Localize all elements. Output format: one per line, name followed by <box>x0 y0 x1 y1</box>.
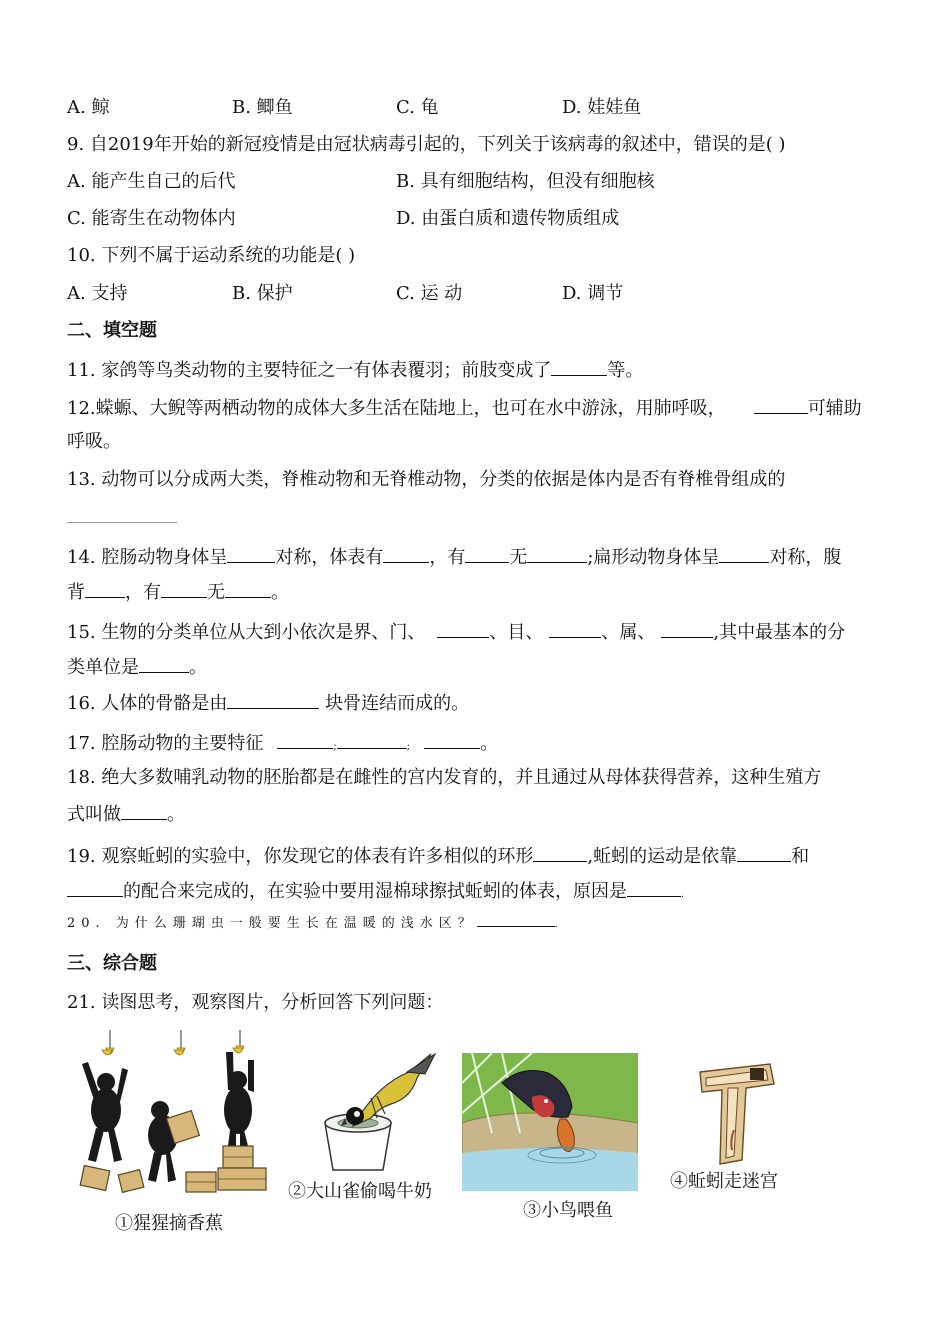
q8-option-b: B. 鲫鱼 <box>232 97 293 118</box>
figure-caption-1: ①猩猩摘香蕉 <box>115 1213 223 1234</box>
q15-blank-2[interactable] <box>549 619 601 638</box>
q9-stem: 9. 自2019年开始的新冠疫情是由冠状病毒引起的，下列关于该病毒的叙述中，错误的是( ) <box>67 134 786 155</box>
q15-text-6: 。 <box>189 657 207 678</box>
q14-blank-8[interactable] <box>225 579 271 598</box>
q15-line-1 <box>67 619 845 645</box>
q19-blank-2[interactable] <box>737 843 791 862</box>
q11-blank[interactable] <box>551 357 607 376</box>
q14-blank-3[interactable] <box>465 544 509 563</box>
q14-blank-4[interactable] <box>527 544 587 563</box>
q19-line-1 <box>67 843 809 869</box>
q14-blank-2[interactable] <box>383 544 429 563</box>
q16 <box>67 690 469 716</box>
q12-text-1: 12.蝾螈、大鲵等两栖动物的成体大多生活在陆地上，也可在水中游泳，用肺呼吸， <box>67 398 726 419</box>
q18-text-2: 式叫做 <box>67 804 121 825</box>
q10-option-a: A. 支持 <box>67 283 128 304</box>
q19-blank-3[interactable] <box>67 878 123 897</box>
q13-blank-line[interactable] <box>67 522 177 523</box>
figure-chimp-bananas <box>78 1030 273 1195</box>
q9-option-a: A. 能产生自己的后代 <box>67 171 236 192</box>
q20-text-1: 20. 为什么珊瑚虫一般要生长在温暖的浅水区？ <box>67 916 477 931</box>
q20-text-2: . <box>554 920 564 929</box>
figure-caption-4: ④蚯蚓走迷宫 <box>670 1171 778 1192</box>
q11 <box>67 357 643 383</box>
q9-option-d: D. 由蛋白质和遗传物质组成 <box>396 208 620 229</box>
figure-bird-feeding-fish <box>462 1053 638 1191</box>
q14-text-9: 无 <box>207 582 225 603</box>
figure-caption-3: ③小鸟喂鱼 <box>523 1200 613 1221</box>
q11-text-2: 等。 <box>607 360 644 381</box>
q21-stem: 21. 读图思考，观察图片，分析回答下列问题： <box>67 992 444 1013</box>
q10-option-d: D. 调节 <box>562 283 624 304</box>
q12-line-2: 呼吸。 <box>67 431 121 452</box>
q17-text-1: 17. 腔肠动物的主要特征 <box>67 733 264 754</box>
q12-text-2: 可辅助 <box>807 398 862 419</box>
q11-text-1: 11. 家鸽等鸟类动物的主要特征之一有体表覆羽；前肢变成了 <box>67 360 552 381</box>
q19-text-5: . <box>681 889 685 900</box>
q14-text-1: 14. 腔肠动物身体呈 <box>67 547 228 568</box>
q17-blank-1[interactable] <box>277 730 333 749</box>
q10-option-c: C. 运 动 <box>396 283 463 304</box>
q19-blank-4[interactable] <box>627 878 681 897</box>
q17-sep-1: ; <box>333 741 337 752</box>
q19-text-4: 的配合来完成的，在实验中要用湿棉球擦拭蚯蚓的体表，原因是 <box>123 881 627 902</box>
q12-blank[interactable] <box>754 395 808 414</box>
q19-text-2: ,蚯蚓的运动是依靠 <box>587 846 738 867</box>
q14-blank-1[interactable] <box>227 544 275 563</box>
q8-option-a: A. 鲸 <box>67 97 110 118</box>
q20 <box>67 914 563 935</box>
q14-text-2: 对称，体表有 <box>275 547 384 568</box>
q17-blank-2[interactable] <box>337 730 407 749</box>
figure-earthworm-maze <box>690 1060 778 1166</box>
q16-text-1: 16. 人体的骨骼是由 <box>67 693 228 714</box>
q14-text-3: ，有 <box>429 547 466 568</box>
q16-text-2: 块骨连结而成的。 <box>319 693 470 714</box>
q17 <box>67 730 498 759</box>
q15-blank-1[interactable] <box>437 619 489 638</box>
q19-text-1: 19. 观察蚯蚓的实验中，你发现它的体表有许多相似的环形 <box>67 846 534 867</box>
q19-text-3: 和 <box>791 846 810 867</box>
q14-text-7: 背 <box>67 582 85 603</box>
q14-text-5: ;扁形动物身体呈 <box>587 547 720 568</box>
q18-line-2 <box>67 801 185 827</box>
q9-option-c: C. 能寄生在动物体内 <box>67 208 236 229</box>
q17-sep-2: ; <box>406 741 411 752</box>
q17-text-4: 。 <box>480 733 499 754</box>
q14-text-10: 。 <box>271 582 289 603</box>
q8-option-c: C. 龟 <box>396 97 439 118</box>
q15-text-5: 类单位是 <box>67 657 139 678</box>
q15-text-3: 、属、 <box>601 622 656 643</box>
q15-blank-3[interactable] <box>661 619 713 638</box>
q14-text-6: 对称，腹 <box>769 547 842 568</box>
q16-blank[interactable] <box>227 690 319 709</box>
q19-blank-1[interactable] <box>533 843 587 862</box>
q14-text-8: ，有 <box>125 582 161 603</box>
q10-stem: 10. 下列不属于运动系统的功能是( ) <box>67 245 356 266</box>
q14-blank-5[interactable] <box>719 544 769 563</box>
q14-blank-6[interactable] <box>85 579 125 598</box>
section-3-heading: 三、综合题 <box>67 953 157 974</box>
q18-blank[interactable] <box>121 801 167 820</box>
q14-line-2 <box>67 579 289 605</box>
q15-text-2: 、目、 <box>489 622 544 643</box>
q15-text-4: ,其中最基本的分 <box>713 622 846 643</box>
q9-option-b: B. 具有细胞结构，但没有细胞核 <box>396 171 655 192</box>
q10-option-b: B. 保护 <box>232 283 293 304</box>
q12-line-1 <box>67 395 862 421</box>
q15-line-2 <box>67 654 207 680</box>
q18-line-1: 18. 绝大多数哺乳动物的胚胎都是在雌性的宫内发育的，并且通过从母体获得营养，这种生殖方 <box>67 767 822 788</box>
q13: 13. 动物可以分成两大类，脊椎动物和无脊椎动物，分类的依据是体内是否有脊椎骨组成的 <box>67 469 786 490</box>
q18-text-3: 。 <box>167 804 185 825</box>
figure-great-tit-milk <box>315 1048 440 1173</box>
q15-text-1: 15. 生物的分类单位从大到小依次是界、门、 <box>67 622 426 643</box>
q15-blank-4[interactable] <box>139 654 189 673</box>
q14-text-4: 无 <box>509 547 528 568</box>
q8-option-d: D. 娃娃鱼 <box>562 97 642 118</box>
q14-line-1 <box>67 544 841 570</box>
q14-blank-7[interactable] <box>161 579 207 598</box>
figure-caption-2: ②大山雀偷喝牛奶 <box>288 1181 432 1202</box>
q20-blank[interactable] <box>477 914 555 927</box>
q19-line-2 <box>67 878 684 907</box>
section-2-heading: 二、填空题 <box>67 320 157 341</box>
q17-blank-3[interactable] <box>424 730 480 749</box>
